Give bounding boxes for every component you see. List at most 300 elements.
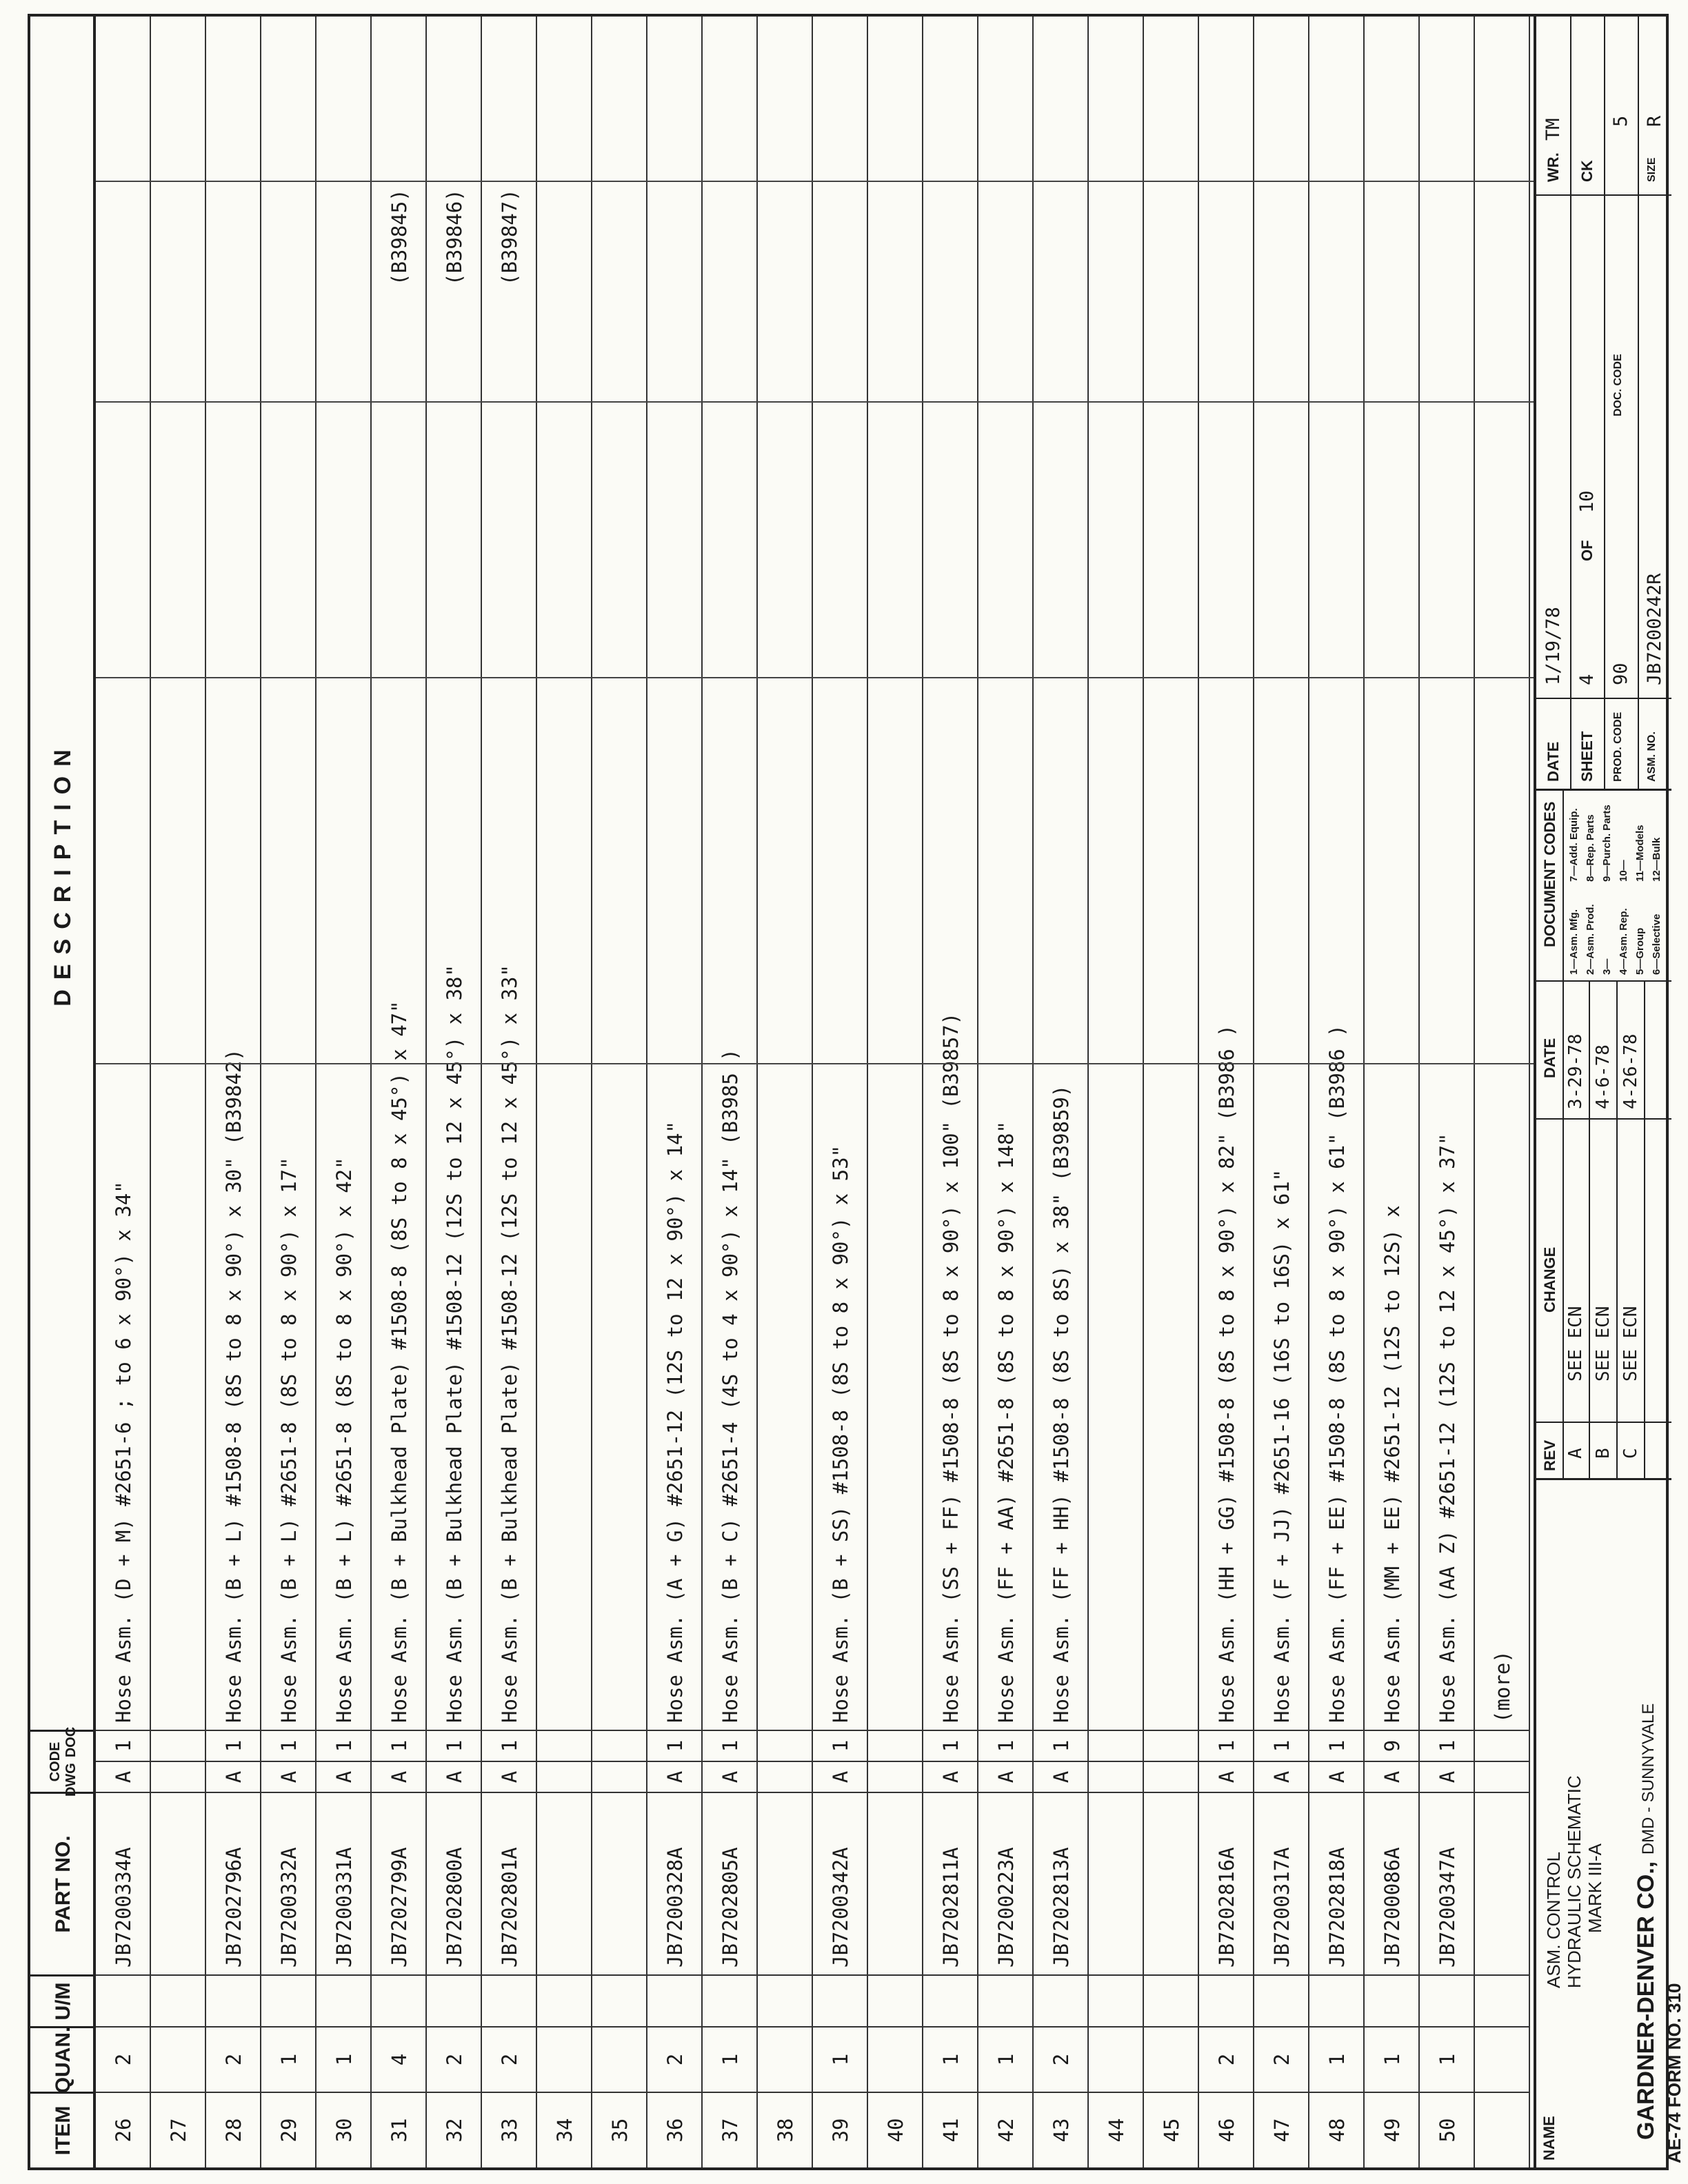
rev-letter: C: [1620, 1448, 1641, 1459]
col-item-header: ITEM: [30, 2092, 96, 2167]
quan-cell: 2: [96, 2026, 151, 2092]
table-row: [592, 17, 647, 2167]
part-number-cell: JB7202818A: [1309, 1792, 1365, 1974]
rev-letter: B: [1593, 1448, 1614, 1459]
quan-cell: [1475, 2026, 1530, 2092]
table-row: [482, 17, 537, 2167]
table-row: [1034, 17, 1089, 2167]
um-cell: [703, 1974, 758, 2026]
quan-cell: 1: [1309, 2026, 1365, 2092]
quan-cell: 1: [703, 2026, 758, 2092]
um-cell: [482, 1974, 537, 2026]
sheet-value: 4: [1576, 674, 1598, 685]
name-line: MARK III-A: [1585, 1843, 1605, 1933]
wr-value: TM: [1543, 118, 1564, 141]
col-code-header: [30, 1726, 96, 1797]
dwg-code-cell: A: [1365, 1761, 1420, 1792]
doc-code-cell: [592, 1730, 647, 1761]
doc-code-item: 1—Asm. Mfg.: [1568, 909, 1580, 975]
dwg-code-cell: A: [1199, 1761, 1254, 1792]
quan-cell: 2: [1034, 2026, 1089, 2092]
item-cell: 42: [978, 2092, 1034, 2167]
doc-code-cell: 1: [978, 1730, 1034, 1761]
dwg-code-cell: A: [923, 1761, 978, 1792]
part-number-cell: JB7200223A: [978, 1792, 1034, 1974]
reference-cell: [703, 17, 758, 292]
code-row: [1604, 17, 1639, 789]
quan-cell: [592, 2026, 647, 2092]
description-cell: Hose Asm. (B + Bulkhead Plate) #1508-12 (12S to 12 x 45°) x 33": [498, 964, 521, 1723]
item-cell: 30: [316, 2092, 372, 2167]
table-row: [1254, 17, 1309, 2167]
reference-cell: [1420, 17, 1475, 292]
doc-code-item: 9—Purch. Parts: [1601, 805, 1613, 882]
quan-cell: 1: [1365, 2026, 1420, 2092]
description-cell: Hose Asm. (FF + EE) #1508-8 (8S to 8 x 90°) x 61" (B3986 ): [1325, 1024, 1349, 1723]
description-cell: Hose Asm. (FF + HH) #1508-8 (8S to 8S) x 38" (B39859): [1049, 1084, 1073, 1723]
table-header: [30, 17, 96, 2167]
item-cell: 32: [427, 2092, 482, 2167]
description-cell: Hose Asm. (B + L) #1508-8 (8S to 8 x 90°) x 30" (B39842): [222, 1049, 245, 1723]
revision-box: [1536, 789, 1671, 1478]
asm-no-label: ASM. NO.: [1646, 731, 1658, 782]
description-cell: [151, 292, 206, 1730]
doc-code-cell: 1: [923, 1730, 978, 1761]
dwg-code-cell: A: [813, 1761, 868, 1792]
doc-code-cell: 1: [96, 1730, 151, 1761]
item-cell: [1475, 2092, 1530, 2167]
division-label: DMD - SUNNYVALE: [1639, 1703, 1658, 1855]
col-description-header: DESCRIPTION: [50, 740, 76, 1007]
part-number-cell: JB7202805A: [703, 1792, 758, 1974]
dwg-code-cell: A: [482, 1761, 537, 1792]
revision-row: [1590, 982, 1618, 1478]
description-cell: Hose Asm. (B + Bulkhead Plate) #1508-8 (8S to 8 x 45°) x 47": [388, 1000, 411, 1723]
change-label: CHANGE: [1541, 1246, 1558, 1313]
dwg-code-cell: A: [206, 1761, 261, 1792]
doc-label: DOC: [63, 1726, 79, 1758]
dwg-code-cell: [758, 1761, 813, 1792]
wr-label: WR.: [1545, 152, 1562, 182]
quan-cell: 2: [206, 2026, 261, 2092]
rev-date: 3-29-78: [1565, 1033, 1586, 1109]
guide-line: [96, 677, 1534, 678]
company-label: GARDNER-DENVER CO.,: [1633, 1861, 1659, 2140]
table-row: [1199, 17, 1254, 2167]
description-cell: [868, 292, 923, 1730]
um-cell: [868, 1974, 923, 2026]
reference-cell: [1475, 17, 1530, 292]
part-number-cell: [1089, 1792, 1144, 1974]
dwg-code-cell: A: [96, 1761, 151, 1792]
um-cell: [427, 1974, 482, 2026]
um-cell: [1089, 1974, 1144, 2026]
part-number-cell: [151, 1792, 206, 1974]
quan-cell: 1: [1420, 2026, 1475, 2092]
table-row: [261, 17, 316, 2167]
doc-code-item: 6—Selective: [1651, 913, 1662, 975]
description-cell: Hose Asm. (B + L) #2651-8 (8S to 8 x 90°) x 42": [332, 1157, 356, 1723]
table-row: [923, 17, 978, 2167]
reference-cell: [647, 17, 703, 292]
doc-code-cell: 1: [1199, 1730, 1254, 1761]
quan-cell: 2: [1254, 2026, 1309, 2092]
part-number-cell: JB7202800A: [427, 1792, 482, 1974]
item-cell: 38: [758, 2092, 813, 2167]
quan-cell: 1: [923, 2026, 978, 2092]
rev-change: SEE ECN: [1565, 1306, 1586, 1382]
table-row: [96, 17, 151, 2167]
doc-code-cell: 1: [316, 1730, 372, 1761]
part-number-cell: [758, 1792, 813, 1974]
parts-list-sheet: [28, 14, 1669, 2170]
date-row: [1536, 17, 1571, 789]
item-cell: 48: [1309, 2092, 1365, 2167]
um-cell: [1475, 1974, 1530, 2026]
reference-cell: (B39845): [388, 189, 411, 285]
item-cell: 34: [537, 2092, 592, 2167]
guide-line: [96, 401, 1534, 403]
doc-code-cell: [537, 1730, 592, 1761]
doc-code-item: 5—Group: [1634, 927, 1646, 975]
description-cell: Hose Asm. (AA Z) #2651-12 (12S to 12 x 45°) x 37": [1436, 1133, 1459, 1723]
revision-row: [1618, 982, 1645, 1478]
item-cell: 43: [1034, 2092, 1089, 2167]
um-cell: [1309, 1974, 1365, 2026]
item-cell: 28: [206, 2092, 261, 2167]
reference-cell: [592, 17, 647, 292]
table-row: [1475, 17, 1530, 2167]
quan-cell: [151, 2026, 206, 2092]
of-label: OF: [1578, 540, 1596, 561]
doc-code-cell: 1: [1309, 1730, 1365, 1761]
reference-cell: [1365, 17, 1420, 292]
item-cell: 27: [151, 2092, 206, 2167]
item-cell: 40: [868, 2092, 923, 2167]
dwg-code-cell: [1475, 1761, 1530, 1792]
description-cell: Hose Asm. (B + SS) #1508-8 (8S to 8 x 90°) x 53": [829, 1144, 852, 1723]
part-number-cell: JB7202801A: [482, 1792, 537, 1974]
dwg-code-cell: A: [978, 1761, 1034, 1792]
col-um-header: U/M: [30, 1974, 96, 2026]
table-row: [1420, 17, 1475, 2167]
form-number: AE-74 FORM NO. 310: [1664, 1983, 1685, 2163]
quan-cell: 4: [372, 2026, 427, 2092]
reference-cell: (B39847): [498, 189, 521, 285]
divider: [1536, 980, 1671, 982]
size-value: R: [1644, 115, 1665, 127]
doc-code-cell: 9: [1365, 1730, 1420, 1761]
table-row: [372, 17, 427, 2167]
of-value: 10: [1576, 490, 1598, 513]
dwg-label: DWG: [63, 1763, 79, 1797]
doc-code-item: 3—: [1601, 958, 1613, 975]
part-number-cell: JB7200332A: [261, 1792, 316, 1974]
item-cell: 36: [647, 2092, 703, 2167]
rev-letter: A: [1565, 1448, 1586, 1459]
part-number-cell: [592, 1792, 647, 1974]
um-cell: [923, 1974, 978, 2026]
reference-cell: [1254, 17, 1309, 292]
description-cell: Hose Asm. (B + C) #2651-4 (4S to 4 x 90°) x 14" (B3985 ): [719, 1049, 742, 1723]
reference-cell: [923, 17, 978, 292]
table-row: [1365, 17, 1420, 2167]
quan-cell: [537, 2026, 592, 2092]
quan-cell: 2: [647, 2026, 703, 2092]
description-cell: Hose Asm. (A + G) #2651-12 (12S to 12 x 90°) x 14": [663, 1121, 687, 1723]
table-row: [868, 17, 923, 2167]
dwg-code-cell: A: [1420, 1761, 1475, 1792]
part-number-cell: [1475, 1792, 1530, 1974]
um-cell: [372, 1974, 427, 2026]
dwg-code-cell: [1089, 1761, 1144, 1792]
divider: [1536, 194, 1671, 196]
quan-cell: 1: [813, 2026, 868, 2092]
company-name: [1633, 1703, 1660, 2140]
sheet-info-box: [1536, 17, 1671, 789]
sheet-row: [1570, 17, 1605, 789]
rev-change: SEE ECN: [1593, 1306, 1614, 1382]
part-number-cell: JB7200317A: [1254, 1792, 1309, 1974]
reference-cell: [868, 17, 923, 292]
reference-cell: [1309, 17, 1365, 292]
item-cell: 35: [592, 2092, 647, 2167]
quan-cell: [758, 2026, 813, 2092]
dwg-code-cell: [592, 1761, 647, 1792]
table-row: [1309, 17, 1365, 2167]
part-number-cell: JB7200342A: [813, 1792, 868, 1974]
item-cell: 46: [1199, 2092, 1254, 2167]
reference-cell: [537, 17, 592, 292]
description-cell: Hose Asm. (B + Bulkhead Plate) #1508-12 (12S to 12 x 45°) x 38": [443, 964, 466, 1723]
ck-label: CK: [1578, 160, 1596, 182]
sheet-label: SHEET: [1578, 731, 1596, 782]
um-cell: [151, 1974, 206, 2026]
part-number-cell: JB7202813A: [1034, 1792, 1089, 1974]
um-cell: [96, 1974, 151, 2026]
doc-code-cell: 1: [813, 1730, 868, 1761]
um-cell: [1034, 1974, 1089, 2026]
doc-code-cell: [1089, 1730, 1144, 1761]
part-number-cell: [868, 1792, 923, 1974]
table-row: [647, 17, 703, 2167]
dwg-code-cell: A: [1309, 1761, 1365, 1792]
um-cell: [206, 1974, 261, 2026]
table-row: [151, 17, 206, 2167]
doc-code-cell: [868, 1730, 923, 1761]
table-row: [316, 17, 372, 2167]
table-row: [206, 17, 261, 2167]
rev-change: SEE ECN: [1620, 1306, 1641, 1382]
part-number-cell: JB7202811A: [923, 1792, 978, 1974]
reference-cell: [206, 17, 261, 292]
description-cell: Hose Asm. (SS + FF) #1508-8 (8S to 8 x 90°) x 100" (B39857): [939, 1012, 963, 1723]
um-cell: [758, 1974, 813, 2026]
dwg-code-cell: A: [316, 1761, 372, 1792]
description-cell: [1144, 292, 1199, 1730]
item-cell: 39: [813, 2092, 868, 2167]
um-cell: [592, 1974, 647, 2026]
reference-cell: [813, 17, 868, 292]
description-cell: Hose Asm. (FF + AA) #2651-8 (8S to 8 x 90°) x 148": [994, 1121, 1018, 1723]
dwg-code-cell: [1144, 1761, 1199, 1792]
dwg-code-cell: [868, 1761, 923, 1792]
doc-code-cell: 1: [206, 1730, 261, 1761]
item-cell: 26: [96, 2092, 151, 2167]
reference-cell: [151, 17, 206, 292]
doc-code-cell: 1: [1420, 1730, 1475, 1761]
doc-code-cell: 1: [372, 1730, 427, 1761]
dwg-code-cell: A: [1034, 1761, 1089, 1792]
quan-cell: 2: [1199, 2026, 1254, 2092]
part-number-cell: JB7200334A: [96, 1792, 151, 1974]
quan-cell: 2: [482, 2026, 537, 2092]
um-cell: [537, 1974, 592, 2026]
date-field-label: DATE: [1545, 741, 1562, 782]
dwg-code-cell: A: [427, 1761, 482, 1792]
um-cell: [1420, 1974, 1475, 2026]
guide-line: [96, 181, 1534, 182]
quan-cell: 2: [427, 2026, 482, 2092]
item-cell: 47: [1254, 2092, 1309, 2167]
rev-date: 4-26-78: [1620, 1033, 1641, 1109]
reference-cell: [758, 17, 813, 292]
doc-code-cell: 1: [1254, 1730, 1309, 1761]
um-cell: [978, 1974, 1034, 2026]
um-cell: [813, 1974, 868, 2026]
doc-code-item: 4—Asm. Rep.: [1618, 908, 1629, 975]
reference-cell: [1144, 17, 1199, 292]
item-cell: 49: [1365, 2092, 1420, 2167]
reference-cell: [1089, 17, 1144, 292]
table-row: [703, 17, 758, 2167]
part-number-cell: [1144, 1792, 1199, 1974]
dwg-code-cell: [537, 1761, 592, 1792]
reference-cell: [1034, 17, 1089, 292]
doc-codes-label: DOCUMENT CODES: [1541, 801, 1558, 947]
prod-code-label: PROD. CODE: [1612, 711, 1624, 782]
part-number-cell: JB7200328A: [647, 1792, 703, 1974]
doc-code-cell: 1: [647, 1730, 703, 1761]
item-cell: 29: [261, 2092, 316, 2167]
part-number-cell: JB7200347A: [1420, 1792, 1475, 1974]
asm-no-value: JB7200242R: [1644, 573, 1665, 685]
dwg-code-cell: A: [703, 1761, 758, 1792]
um-cell: [1365, 1974, 1420, 2026]
item-cell: 41: [923, 2092, 978, 2167]
doc-code-cell: [1144, 1730, 1199, 1761]
part-number-cell: [537, 1792, 592, 1974]
um-cell: [261, 1974, 316, 2026]
item-cell: 45: [1144, 2092, 1199, 2167]
table-row: [813, 17, 868, 2167]
doc-code-item: 10—: [1618, 860, 1629, 882]
description-cell: Hose Asm. (D + M) #2651-6 ; to 6 x 90°) x 34": [112, 1181, 135, 1723]
doc-code-cell: 1: [1034, 1730, 1089, 1761]
col-partno-header: PART NO.: [30, 1792, 96, 1974]
item-cell: 31: [372, 2092, 427, 2167]
part-number-cell: JB7200331A: [316, 1792, 372, 1974]
doc-code-cell: 1: [261, 1730, 316, 1761]
quan-cell: [868, 2026, 923, 2092]
description-cell: Hose Asm. (MM + EE) #2651-12 (12S to 12S) x: [1380, 1205, 1404, 1723]
reference-cell: [978, 17, 1034, 292]
title-block: [1534, 17, 1669, 2167]
table-row: [978, 17, 1034, 2167]
divider: [1536, 698, 1671, 699]
table-row: [758, 17, 813, 2167]
col-quan-header: QUAN.: [30, 2026, 96, 2092]
part-number-cell: JB7202796A: [206, 1792, 261, 1974]
description-cell: Hose Asm. (B + L) #2651-8 (8S to 8 x 90°) x 17": [277, 1157, 301, 1723]
doc-code-item: 7—Add. Equip.: [1568, 808, 1580, 882]
dwg-code-cell: A: [1254, 1761, 1309, 1792]
part-number-cell: JB7202816A: [1199, 1792, 1254, 1974]
dwg-code-cell: A: [372, 1761, 427, 1792]
description-cell: [592, 292, 647, 1730]
size-label: SIZE: [1646, 157, 1658, 182]
dwg-code-cell: [151, 1761, 206, 1792]
um-cell: [1199, 1974, 1254, 2026]
table-row: [1089, 17, 1144, 2167]
quan-cell: 1: [261, 2026, 316, 2092]
um-cell: [316, 1974, 372, 2026]
doc-code-item: 11—Models: [1634, 825, 1646, 882]
quan-cell: 1: [978, 2026, 1034, 2092]
assembly-name: [1543, 1775, 1605, 1988]
doc-code-cell: [758, 1730, 813, 1761]
doc-code-cell: [1475, 1730, 1530, 1761]
quan-cell: [1144, 2026, 1199, 2092]
doc-code-item: 8—Rep. Parts: [1585, 814, 1596, 882]
dwg-code-cell: A: [261, 1761, 316, 1792]
table-row: [1144, 17, 1199, 2167]
item-cell: 37: [703, 2092, 758, 2167]
rev-header-row: [1536, 789, 1564, 1478]
doc-code-label: DOC. CODE: [1612, 354, 1624, 416]
description-cell: Hose Asm. (F + JJ) #2651-16 (16S to 16S) x 61": [1270, 1169, 1294, 1723]
doc-code-cell: 1: [482, 1730, 537, 1761]
doc-code-item: 2—Asm. Prod.: [1585, 904, 1596, 975]
doc-code-cell: 1: [427, 1730, 482, 1761]
rev-date-label: DATE: [1541, 1038, 1558, 1078]
reference-cell: [1199, 17, 1254, 292]
reference-cell: [96, 17, 151, 292]
description-cell: [1089, 292, 1144, 1730]
item-cell: 44: [1089, 2092, 1144, 2167]
part-number-cell: JB7200086A: [1365, 1792, 1420, 1974]
dwg-code-cell: A: [647, 1761, 703, 1792]
table-row: [537, 17, 592, 2167]
doc-code-cell: 1: [703, 1730, 758, 1761]
revision-row: [1563, 982, 1590, 1478]
item-cell: 50: [1420, 2092, 1475, 2167]
name-line: HYDRAULIC SCHEMATIC: [1564, 1775, 1585, 1988]
reference-cell: [316, 17, 372, 292]
um-cell: [1254, 1974, 1309, 2026]
code-label: CODE: [47, 1741, 63, 1782]
quan-cell: [1089, 2026, 1144, 2092]
table-row: [427, 17, 482, 2167]
date-value: 1/19/78: [1543, 607, 1564, 685]
description-cell: Hose Asm. (HH + GG) #1508-8 (8S to 8 x 90°) x 82" (B3986 ): [1215, 1024, 1238, 1723]
doc-code-value: 5: [1610, 115, 1631, 127]
description-cell: [758, 292, 813, 1730]
um-cell: [647, 1974, 703, 2026]
name-label: NAME: [1540, 2116, 1558, 2161]
asm-row: [1638, 17, 1671, 789]
description-cell: [537, 292, 592, 1730]
